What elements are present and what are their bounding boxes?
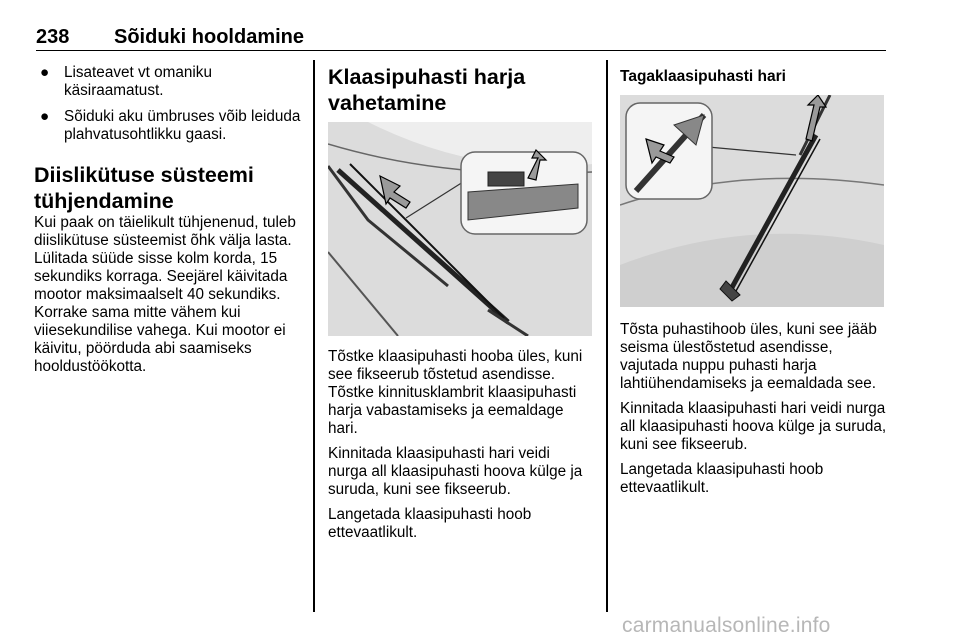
bullet-text: Sõiduki aku ümbruses võib leiduda plahvatusohtlikku gaasi. [64,108,301,143]
column-divider [606,60,608,612]
section-heading: Diislikütuse süsteemi tühjendamine [34,163,254,213]
bullet-item [34,64,304,100]
chapter-title: Sõiduki hooldamine [114,26,305,48]
paragraph: Langetada klaasipuhasti hoob ettevaatlikult. [328,506,532,541]
bullet-dot-icon: ● [40,108,50,125]
column-divider [313,60,315,612]
paragraph: Kinnitada klaasipuhasti hari veidi nurga all klaasipuhasti hoova külge ja suruda, kuni see fikseerub. [620,400,887,453]
column-middle-text [328,348,592,542]
watermark: carmanualsonline.info [622,614,831,637]
paragraph: Kinnitada klaasipuhasti hari veidi nurga all klaasipuhasti hoova külge ja suruda, kuni see fikseerub. [328,445,583,498]
page-number: 238 [36,26,70,48]
rear-wiper-illustration [620,95,884,307]
section-body: Kui paak on täielikult tühjenenud, tuleb diislikütuse süsteemist õhk välja lasta. Lülitada süüde sisse kolm korda, 15 sekundiks korraga. Seejärel käivitada mootor maksimaalselt 40 sekundiks. Korrake sama mitte vähem kui viiesekundilise vahega. Kui mootor ei käivitu, pöörduda abi saamiseks hooldustöökotta. [34,214,296,375]
bullet-dot-icon: ● [40,64,50,81]
paragraph: Tõsta puhastihoob üles, kuni see jääb seisma ülestõstetud asendisse, vajutada nuppu puhasti harja lahtiühendamiseks ja eemaldada see. [620,321,877,392]
column-left [34,64,304,376]
release-clip [488,172,524,186]
column-right [620,68,888,86]
bullet-text: Lisateavet vt omaniku käsiraamatust. [64,64,212,99]
bullet-item [34,108,304,144]
page-header [36,26,886,51]
column-middle [328,64,592,116]
paragraph: Langetada klaasipuhasti hoob ettevaatlikult. [620,461,824,496]
section-heading: Tagaklaasipuhasti hari [620,68,786,85]
column-right-text [620,321,888,497]
section-heading: Klaasipuhasti harja vahetamine [328,65,526,115]
front-wiper-illustration [328,122,592,336]
paragraph: Tõstke klaasipuhasti hooba üles, kuni see fikseerub tõstetud asendisse. Tõstke kinnitusklambrit klaasipuhasti harja vabastamiseks ja eemaldage hari. [328,348,583,437]
